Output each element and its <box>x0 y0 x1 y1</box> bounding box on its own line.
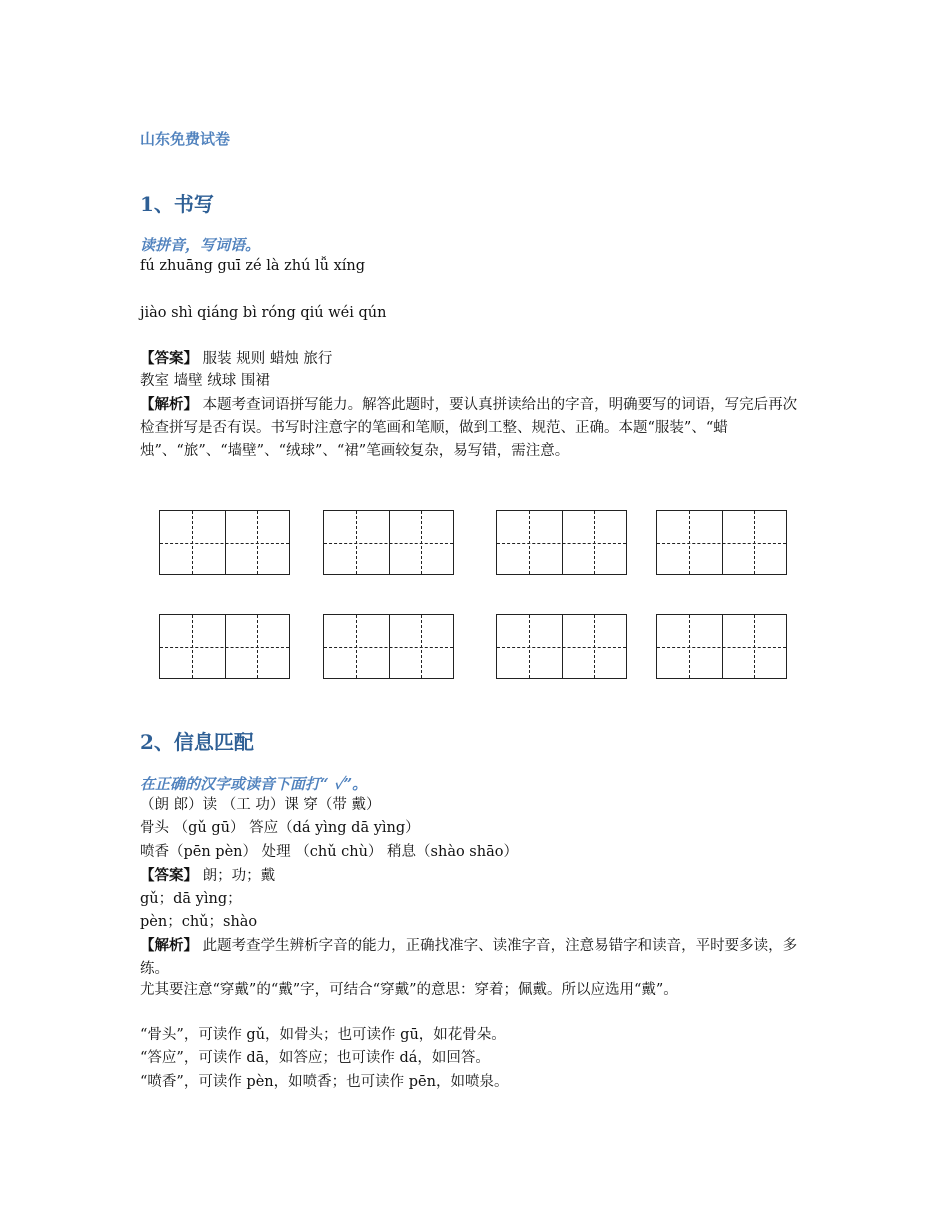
question-2-line-2: 骨头 （gǔ gū） 答应（dá yìng dā yìng） <box>140 820 420 836</box>
analysis-tag: 【解析】 <box>140 937 198 954</box>
answer-1-line-2: 教室 墙壁 绒球 围裙 <box>140 373 270 389</box>
answer-2-line-3: pèn；chǔ；shào <box>140 914 258 930</box>
writing-box[interactable] <box>159 614 290 679</box>
answer-tag: 【答案】 <box>140 867 198 884</box>
section-title-2: 2、信息匹配 <box>140 730 254 754</box>
writing-box[interactable] <box>323 614 454 679</box>
writing-box[interactable] <box>656 614 787 679</box>
analysis-text: 本题考查词语拼写能力。解答此题时，要认真拼读给出的字音，明确要写的词语，写完后再次检查拼写是否有误。书写时注意字的笔画和笔顺，做到工整、规范、正确。本题“服装”、“蜡烛”、“旅”、“墙壁”、“绒球”、“裙”笔画较复杂，易写错，需注意。 <box>140 397 798 459</box>
answer-2 <box>140 864 275 888</box>
writing-box[interactable] <box>496 510 627 575</box>
question-2-line-3: 喷香（pēn pèn） 处理 （chǔ chù） 稍息（shào shāo） <box>140 844 518 860</box>
instruction-1: 读拼音，写词语。 <box>140 236 261 254</box>
analysis-2-line-3: “骨头”，可读作 gǔ，如骨头；也可读作 gū，如花骨朵。 <box>140 1027 506 1043</box>
analysis-2-line-4: “答应”，可读作 dā，如答应；也可读作 dá，如回答。 <box>140 1050 490 1066</box>
instruction-2: 在正确的汉字或读音下面打“ ✓”。 <box>140 775 368 793</box>
answer-1 <box>140 347 332 371</box>
section-title-1: 1、书写 <box>140 192 214 216</box>
pinyin-line-1: fú zhuāng guī zé là zhú lǚ xíng <box>140 258 366 274</box>
analysis-tag: 【解析】 <box>140 396 198 413</box>
brand-header: 山东免费试卷 <box>140 130 231 148</box>
analysis-text: 此题考查学生辨析字音的能力，正确找准字、读准字音，注意易错字和读音，平时要多读，多练。 <box>140 938 798 977</box>
writing-box[interactable] <box>656 510 787 575</box>
analysis-2 <box>140 934 810 981</box>
answer-tag: 【答案】 <box>140 350 198 367</box>
writing-box[interactable] <box>496 614 627 679</box>
answer-text: 朗；功；戴 <box>198 868 276 884</box>
answer-text: 服装 规则 蜡烛 旅行 <box>198 351 333 367</box>
writing-box[interactable] <box>159 510 290 575</box>
question-2-line-1: （朗 郎）读 （工 功）课 穿（带 戴） <box>140 797 381 813</box>
analysis-2-para-2: 尤其要注意“穿戴”的“戴”字，可结合“穿戴”的意思：穿着；佩戴。所以应选用“戴”。 <box>140 982 678 998</box>
writing-box[interactable] <box>323 510 454 575</box>
answer-2-line-2: gǔ；dā yìng； <box>140 891 242 907</box>
pinyin-line-2: jiào shì qiáng bì róng qiú wéi qún <box>140 305 387 321</box>
analysis-2-line-5: “喷香”，可读作 pèn，如喷香；也可读作 pēn，如喷泉。 <box>140 1074 509 1090</box>
analysis-1 <box>140 393 810 463</box>
